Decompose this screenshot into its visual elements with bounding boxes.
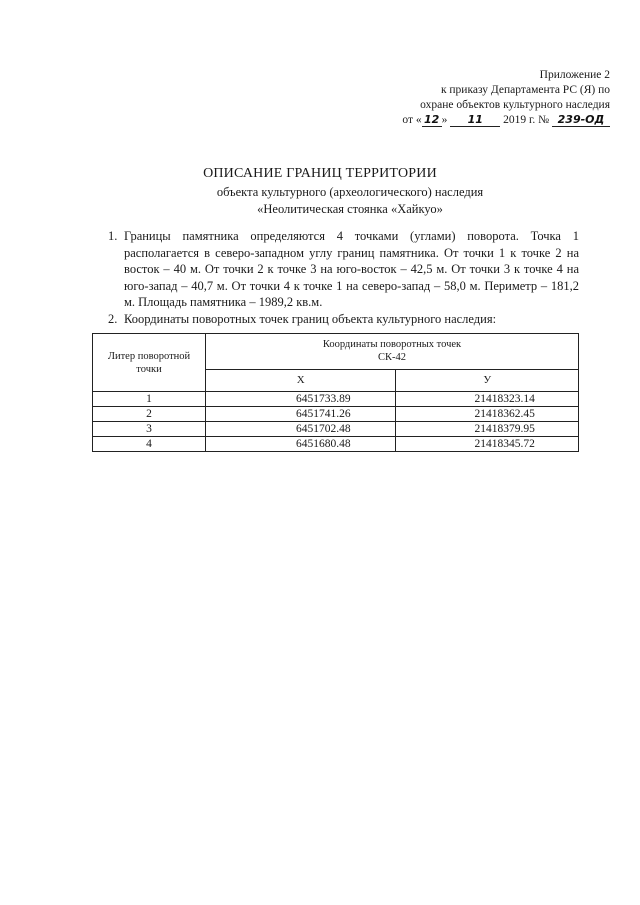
point-cell: 1 bbox=[93, 392, 206, 407]
x-cell: 6451733.89 bbox=[206, 392, 396, 407]
table-row bbox=[93, 437, 579, 452]
site-name: «Неолитическая стоянка «Хайкуо» bbox=[257, 202, 443, 216]
document-subtitle: объекта культурного (археологического) наследия bbox=[216, 185, 484, 199]
table-row bbox=[93, 422, 579, 437]
numbered-list bbox=[96, 228, 579, 327]
y-cell: 21418379.95 bbox=[396, 422, 579, 437]
appendix-header bbox=[310, 68, 610, 128]
order-prefix: от « bbox=[402, 114, 422, 126]
handwritten-order-number: 239-ОД bbox=[552, 114, 610, 127]
y-cell: 21418323.14 bbox=[396, 392, 579, 407]
point-cell: 3 bbox=[93, 422, 206, 437]
appendix-label: Приложение 2 bbox=[539, 69, 610, 81]
handwritten-day: 12 bbox=[422, 114, 442, 127]
coordinates-header-line2: СК-42 bbox=[377, 352, 406, 364]
coordinates-table bbox=[92, 333, 579, 452]
y-cell: 21418362.45 bbox=[396, 407, 579, 422]
list-item-text: Границы памятника определяются 4 точками (углами) поворота. Точка 1 располагается в северо-западном углу границ памятника. От точки 1 к точке 2 на восток – 40 м. От точки 2 к точке 3 на юго-восток – 42,5 м. От точки 3 к точке 4 на юго-запад – 40,7 м. От точки 4 к точке 1 на северо-запад – 58,0 м. Периметр – 181,2 м. Площадь памятника – 1989,2 кв.м. bbox=[124, 229, 579, 309]
document-title: ОПИСАНИЕ ГРАНИЦ ТЕРРИТОРИИ bbox=[203, 166, 437, 181]
y-column-header: У bbox=[396, 369, 579, 391]
department-name: охране объектов культурного наследия bbox=[420, 99, 610, 111]
handwritten-month: 11 bbox=[450, 114, 500, 127]
point-cell: 2 bbox=[93, 407, 206, 422]
x-cell: 6451741.26 bbox=[206, 407, 396, 422]
order-year: 2019 г. № bbox=[503, 114, 550, 126]
table-row bbox=[93, 407, 579, 422]
list-item-text: Координаты поворотных точек границ объекта культурного наследия: bbox=[124, 311, 497, 326]
list-item bbox=[96, 228, 579, 311]
liter-header: Литер поворотной точки bbox=[93, 334, 206, 392]
x-cell: 6451702.48 bbox=[206, 422, 396, 437]
coordinates-group-header bbox=[206, 334, 579, 370]
list-item-number: 2. bbox=[108, 311, 118, 326]
order-mid: » bbox=[441, 114, 448, 126]
coordinates-header-line1: Координаты поворотных точек bbox=[322, 339, 462, 351]
x-column-header: X bbox=[206, 369, 396, 391]
order-reference: к приказу Департамента РС (Я) по bbox=[440, 84, 610, 96]
point-cell: 4 bbox=[93, 437, 206, 452]
list-item-number: 1. bbox=[108, 229, 118, 243]
list-item bbox=[96, 311, 579, 328]
x-cell: 6451680.48 bbox=[206, 437, 396, 452]
order-date-number bbox=[310, 113, 610, 128]
y-cell: 21418345.72 bbox=[396, 437, 579, 452]
table-row bbox=[93, 392, 579, 407]
